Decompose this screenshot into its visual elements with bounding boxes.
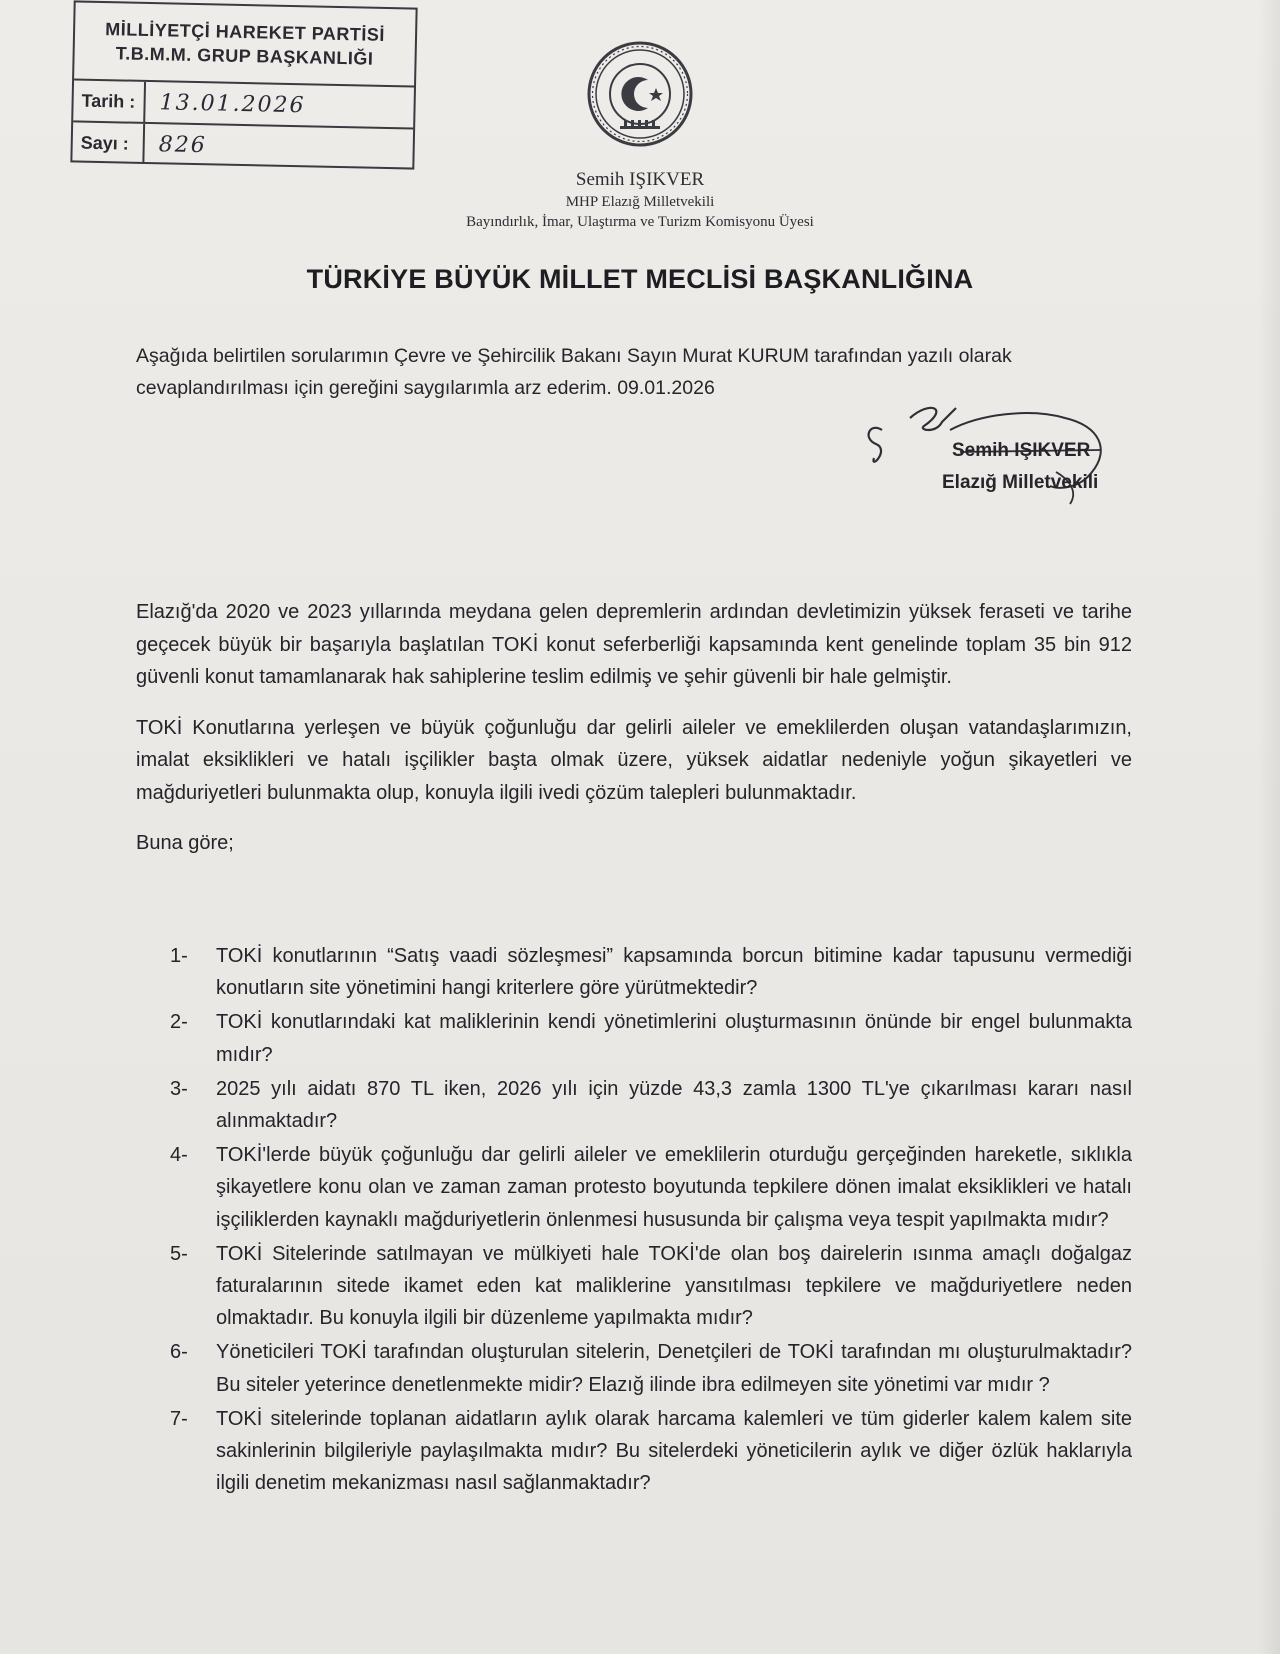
body-paragraph-2: TOKİ Konutlarına yerleşen ve büyük çoğunluğu dar gelirli aileler ve emeklilerden oluşan vatandaşlarımızın, imalat eksiklikleri ve hatalı işçilikler başta olmak üzere, yüksek aidatlar nedeniyle yoğun şikayetleri ve mağduriyetleri bulunmakta olup, konuyla ilgili ivedi çözüm talepleri bulunmaktadır.: [136, 716, 1132, 804]
question-text: TOKİ Sitelerinde satılmayan ve mülkiyeti hale TOKİ'de olan boş dairelerin ısınma amaçlı doğalgaz faturalarının sitede ikamet eden kat maliklerine yansıtılması tepkilere ve mağduriyetlere neden olmaktadır. Bu konuyla ilgili bir düzenleme yapılmakta mıdır?: [216, 1242, 1132, 1330]
question-item: [170, 1139, 1132, 1236]
stamp-number-label: Sayı :: [72, 122, 145, 163]
stamp-group-name: T.B.M.M. GRUP BAŞKANLIĞI: [115, 43, 374, 69]
question-list: [170, 940, 1132, 1501]
sender-block: [380, 168, 900, 232]
question-number: 1-: [170, 945, 188, 967]
question-number: 5-: [170, 1242, 188, 1265]
document-body: [136, 596, 1132, 878]
stamp-party-name: MİLLİYETÇİ HAREKET PARTİSİ: [105, 19, 386, 45]
question-text: TOKİ'lerde büyük çoğunluğu dar gelirli aileler ve emeklilerin oturduğu gerçeğinden hareketle, sıklıkla şikayetlere konu olan ve zaman zaman protesto boyutunda tepkilere dönen imalat eksiklikleri ve hatalı işçiliklerden kaynaklı mağduriyetlerin önlenmesi hususunda bir çalışma veya tespit yapılmakta mıdır?: [216, 1144, 1132, 1231]
question-text: 2025 yılı aidatı 870 TL iken, 2026 yılı için yüzde 43,3 zamla 1300 TL'ye çıkarılması kararı nasıl alınmaktadır?: [216, 1077, 1132, 1133]
tbmm-emblem-icon: [586, 40, 694, 148]
signature-name: Semih IŞIKVER: [952, 440, 1091, 461]
question-text: Yöneticileri TOKİ tarafından oluşturulan sitelerin, Denetçileri de TOKİ tarafından mı oluşturulmaktadır? Bu siteler yeterince denetlenmekte midir? Elazığ ilinde ibra edilmeyen site yönetimi var mıdır ?: [216, 1341, 1132, 1396]
question-number: 2-: [170, 1011, 188, 1034]
question-text: TOKİ konutlarındaki kat maliklerinin kendi yönetimlerini oluşturmasının önünde bir engel bulunmakta mıdır?: [216, 1011, 1132, 1066]
question-text: TOKİ konutlarının “Satış vaadi sözleşmesi” kapsamında borcun bitimine kadar tapusunu vermediği konutların site yönetimini hangi kriterlere göre yürütmektedir?: [216, 945, 1132, 1000]
question-item: [170, 1403, 1132, 1500]
handwritten-signature-icon: [860, 400, 1200, 540]
sender-name: Semih IŞIKVER: [575, 169, 705, 190]
stamp-date-label: Tarih :: [73, 80, 146, 121]
question-item: [170, 1006, 1132, 1070]
question-number: 7-: [170, 1407, 188, 1430]
stamp-date-value: 13.01.2026: [159, 89, 306, 118]
question-item: [170, 1073, 1132, 1137]
signature-block: [860, 400, 1200, 540]
signature-title: Elazığ Milletvekili: [942, 472, 1099, 493]
question-item: [170, 1238, 1132, 1335]
question-number: 4-: [170, 1144, 188, 1167]
question-text: TOKİ sitelerinde toplanan aidatların aylık olarak harcama kalemleri ve tüm giderler kalem kalem site sakinlerinin bilgileriyle paylaşılmakta mıdır? Bu sitelerdeki yöneticilerin aylık ve diğer özlük haklarıyla ilgili denetim mekanizması nasıl sağlanmaktadır?: [216, 1407, 1132, 1495]
stamp-date-row: [73, 80, 414, 127]
question-number: 3-: [170, 1077, 188, 1100]
body-paragraph-1: Elazığ'da 2020 ve 2023 yıllarında meydana gelen depremlerin ardından devletimizin yüksek feraseti ve tarihe geçecek büyük bir başarıyla başlatılan TOKİ konut seferberliği kapsamında kent genelinde toplam 35 bin 912 güvenli konut tamamlanarak hak sahiplerine teslim edilmiş ve şehir güvenli bir hale gelmiştir.: [136, 601, 1132, 688]
intro-paragraph: [136, 340, 1126, 404]
question-item: [170, 1336, 1132, 1400]
sender-party: MHP Elazığ Milletvekili: [565, 194, 715, 210]
intro-text: Aşağıda belirtilen sorularımın Çevre ve Şehircilik Bakanı Sayın Murat KURUM tarafından yazılı olarak cevaplandırılması için gereğini saygılarımla arz ederim. 09.01.2026: [136, 345, 1012, 399]
question-number: 6-: [170, 1341, 188, 1364]
stamp-number-row: [72, 120, 413, 169]
sender-role: Bayındırlık, İmar, Ulaştırma ve Turizm Komisyonu Üyesi: [466, 214, 814, 230]
body-lead: Buna göre;: [136, 832, 234, 854]
stamp-header: [74, 2, 416, 87]
question-item: [170, 940, 1132, 1004]
document-title: TÜRKİYE BÜYÜK MİLLET MECLİSİ BAŞKANLIĞINA: [306, 264, 974, 294]
stamp-number-value: 826: [158, 131, 207, 158]
registry-stamp: [70, 0, 417, 169]
